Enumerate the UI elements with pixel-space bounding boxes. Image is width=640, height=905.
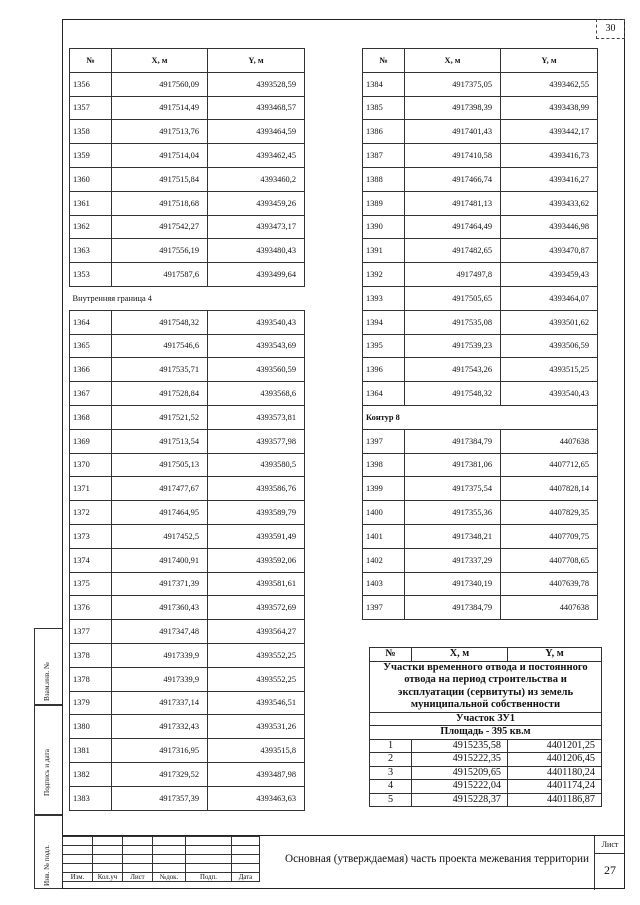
point-number: 2 [370,753,412,767]
table-row [363,72,598,96]
y-coordinate: 4393470,87 [501,239,598,263]
point-number: 1376 [70,596,112,620]
col-count: Кол.уч [93,873,123,882]
point-number: 1359 [70,144,112,168]
x-coordinate: 4917355,36 [405,501,501,525]
y-coordinate: 4393592,06 [208,548,305,572]
sheet-number: 27 [604,863,616,877]
sheet-box [594,836,625,890]
point-number: 1379 [70,691,112,715]
table-row [70,548,305,572]
point-number: 1373 [70,524,112,548]
x-coordinate: 4917348,21 [405,524,501,548]
point-number: 1402 [363,548,405,572]
document-title: Основная (утверждаемая) часть проекта межевания территории [284,853,590,865]
point-number: 4 [370,780,412,794]
table-row [363,429,598,453]
header-x: X, м [112,49,208,73]
x-coordinate: 4917337,29 [405,548,501,572]
y-coordinate: 4393416,73 [501,144,598,168]
page-number-top: 30 [596,19,625,39]
x-coordinate: 4917347,48 [112,620,208,644]
y-coordinate: 4393564,27 [208,620,305,644]
point-number: 1380 [70,715,112,739]
x-coordinate: 4917464,49 [405,215,501,239]
col-signature: Подп. [186,873,232,882]
y-coordinate: 4393499,64 [208,263,305,287]
y-coordinate: 4393463,63 [208,786,305,810]
point-number: 1398 [363,453,405,477]
title-block [62,835,625,890]
header-number: № [70,49,112,73]
point-number: 1377 [70,620,112,644]
point-number: 1 [370,739,412,753]
header-number: № [370,648,412,662]
x-coordinate: 4917340,19 [405,572,501,596]
y-coordinate: 4393460,2 [208,167,305,191]
y-coordinate: 4393416,27 [501,167,598,191]
col-doc: №док. [153,873,186,882]
table-row [370,739,602,753]
section-row [363,405,598,429]
table-row [370,753,602,767]
table-row [370,793,602,807]
x-coordinate: 4917452,5 [112,524,208,548]
x-coordinate: 4917497,8 [405,263,501,287]
table-row [363,358,598,382]
y-coordinate: 4393573,81 [208,405,305,429]
point-number: 1384 [363,72,405,96]
y-coordinate: 4401186,87 [508,793,602,807]
x-coordinate: 4915222,04 [412,780,508,794]
y-coordinate: 4393515,8 [208,739,305,763]
point-number: 1368 [70,405,112,429]
x-coordinate: 4917514,49 [112,96,208,120]
y-coordinate: 4393552,25 [208,667,305,691]
y-coordinate: 4393433,62 [501,191,598,215]
table-row [363,191,598,215]
x-coordinate: 4917384,79 [405,429,501,453]
point-number: 1392 [363,263,405,287]
plot-name: Участок ЗУ1 [370,712,602,726]
y-coordinate: 4393468,57 [208,96,305,120]
x-coordinate: 4917560,09 [112,72,208,96]
point-number: 1360 [70,167,112,191]
x-coordinate: 4917514,04 [112,144,208,168]
table-row [70,572,305,596]
x-coordinate: 4917398,39 [405,96,501,120]
table-row [70,501,305,525]
x-coordinate: 4917381,06 [405,453,501,477]
col-sheet: Лист [123,873,153,882]
table-row [363,167,598,191]
point-number: 1366 [70,358,112,382]
x-coordinate: 4917513,76 [112,120,208,144]
table-row [70,405,305,429]
point-number: 1382 [70,762,112,786]
point-number: 1400 [363,501,405,525]
table-row [363,286,598,310]
section-label: Внутренняя граница 4 [70,286,305,310]
y-coordinate: 4393462,45 [208,144,305,168]
header-x: X, м [412,648,508,662]
header-number: № [363,49,405,73]
point-number: 1353 [70,263,112,287]
plot-description: Участки временного отвода и постоянного отвода на период строительства и эксплуатации (сервитуты) из земель муниципальной собственности [370,661,602,712]
x-coordinate: 4917375,05 [405,72,501,96]
y-coordinate: 4393591,49 [208,524,305,548]
x-coordinate: 4915228,37 [412,793,508,807]
y-coordinate: 4401180,24 [508,766,602,780]
y-coordinate: 4393515,25 [501,358,598,382]
table-row [370,766,602,780]
point-number: 1393 [363,286,405,310]
table-row [70,786,305,810]
table-row [363,453,598,477]
point-number: 1390 [363,215,405,239]
table-row [70,167,305,191]
table-row [70,239,305,263]
y-coordinate: 4393480,43 [208,239,305,263]
x-coordinate: 4917477,67 [112,477,208,501]
point-number: 1364 [70,310,112,334]
table-row [70,310,305,334]
y-coordinate: 4393572,69 [208,596,305,620]
table-row [70,477,305,501]
table-row [363,572,598,596]
point-number: 1381 [70,739,112,763]
y-coordinate: 4407639,78 [501,572,598,596]
x-coordinate: 4917521,52 [112,405,208,429]
y-coordinate: 4393543,69 [208,334,305,358]
servitude-plot-table [369,647,602,807]
point-number: 1391 [363,239,405,263]
x-coordinate: 4917329,52 [112,762,208,786]
y-coordinate: 4407709,75 [501,524,598,548]
y-coordinate: 4393501,62 [501,310,598,334]
point-number: 1388 [363,167,405,191]
point-number: 1372 [70,501,112,525]
table-row [70,72,305,96]
x-coordinate: 4917518,68 [112,191,208,215]
table-row [363,501,598,525]
table-row [370,780,602,794]
y-coordinate: 4407638 [501,596,598,620]
point-number: 1378 [70,667,112,691]
y-coordinate: 4393586,76 [208,477,305,501]
y-coordinate: 4393528,59 [208,72,305,96]
x-coordinate: 4917505,65 [405,286,501,310]
side-label-inventory: Инв. № подл. [43,845,51,886]
x-coordinate: 4917535,08 [405,310,501,334]
point-number: 1386 [363,120,405,144]
x-coordinate: 4917546,6 [112,334,208,358]
table-row [70,596,305,620]
point-number: 1403 [363,572,405,596]
y-coordinate: 4393580,5 [208,453,305,477]
x-coordinate: 4917539,23 [405,334,501,358]
plot-area: Площадь - 395 кв.м [370,726,602,740]
table-row [70,382,305,406]
y-coordinate: 4393464,07 [501,286,598,310]
point-number: 1401 [363,524,405,548]
table-row [70,643,305,667]
col-date: Дата [232,873,260,882]
y-coordinate: 4393581,61 [208,572,305,596]
side-stamp-inventory [34,815,62,889]
x-coordinate: 4917513,54 [112,429,208,453]
table-row [363,477,598,501]
x-coordinate: 4917371,39 [112,572,208,596]
x-coordinate: 4917339,9 [112,643,208,667]
table-row [363,524,598,548]
point-number: 1395 [363,334,405,358]
point-number: 1399 [363,477,405,501]
x-coordinate: 4917360,43 [112,596,208,620]
y-coordinate: 4393473,17 [208,215,305,239]
x-coordinate: 4915222,35 [412,753,508,767]
y-coordinate: 4393546,51 [208,691,305,715]
x-coordinate: 4917528,84 [112,382,208,406]
side-label-replacement: Взам.инв. № [43,662,51,701]
y-coordinate: 4393531,26 [208,715,305,739]
table-row [70,715,305,739]
table-header-row [363,49,598,73]
point-number: 1375 [70,572,112,596]
section-label: Контур 8 [363,405,598,429]
y-coordinate: 4393506,59 [501,334,598,358]
x-coordinate: 4917505,13 [112,453,208,477]
table-row [70,620,305,644]
header-y: Y, м [208,49,305,73]
table-row [70,263,305,287]
point-number: 1396 [363,358,405,382]
x-coordinate: 4917375,54 [405,477,501,501]
y-coordinate: 4407828,14 [501,477,598,501]
table-row [70,120,305,144]
point-number: 1358 [70,120,112,144]
x-coordinate: 4917357,39 [112,786,208,810]
y-coordinate: 4407638 [501,429,598,453]
table-header-row [70,49,305,73]
table-row [70,667,305,691]
point-number: 1364 [363,382,405,406]
y-coordinate: 4393540,43 [501,382,598,406]
section-row [70,286,305,310]
y-coordinate: 4393560,59 [208,358,305,382]
x-coordinate: 4917482,65 [405,239,501,263]
table-row [363,310,598,334]
table-row [363,215,598,239]
table-row [363,120,598,144]
x-coordinate: 4917464,95 [112,501,208,525]
y-coordinate: 4393459,26 [208,191,305,215]
x-coordinate: 4917542,27 [112,215,208,239]
x-coordinate: 4917548,32 [112,310,208,334]
y-coordinate: 4401201,25 [508,739,602,753]
y-coordinate: 4393446,98 [501,215,598,239]
y-coordinate: 4401206,45 [508,753,602,767]
table-row [363,263,598,287]
side-stamp-replacement [34,628,62,705]
table-row [70,334,305,358]
point-number: 3 [370,766,412,780]
point-number: 1367 [70,382,112,406]
header-x: X, м [405,49,501,73]
x-coordinate: 4917466,74 [405,167,501,191]
table-row [363,596,598,620]
point-number: 1394 [363,310,405,334]
point-number: 1365 [70,334,112,358]
y-coordinate: 4393577,98 [208,429,305,453]
col-change: Изм. [63,873,93,882]
y-coordinate: 4393464,59 [208,120,305,144]
point-number: 1357 [70,96,112,120]
point-number: 1369 [70,429,112,453]
y-coordinate: 4401174,24 [508,780,602,794]
table-row [363,548,598,572]
point-number: 1371 [70,477,112,501]
x-coordinate: 4917587,6 [112,263,208,287]
x-coordinate: 4917543,26 [405,358,501,382]
y-coordinate: 4393568,6 [208,382,305,406]
y-coordinate: 4407712,65 [501,453,598,477]
y-coordinate: 4407829,35 [501,501,598,525]
header-y: Y, м [508,648,602,662]
point-number: 1389 [363,191,405,215]
table-row [70,739,305,763]
x-coordinate: 4917401,43 [405,120,501,144]
x-coordinate: 4917316,95 [112,739,208,763]
y-coordinate: 4393487,98 [208,762,305,786]
table-row [70,691,305,715]
point-number: 1361 [70,191,112,215]
point-number: 1387 [363,144,405,168]
revision-grid [62,836,260,882]
x-coordinate: 4917548,32 [405,382,501,406]
x-coordinate: 4917337,14 [112,691,208,715]
y-coordinate: 4393589,79 [208,501,305,525]
x-coordinate: 4917332,43 [112,715,208,739]
point-number: 1397 [363,429,405,453]
x-coordinate: 4917400,91 [112,548,208,572]
x-coordinate: 4915235,58 [412,739,508,753]
table-row [363,382,598,406]
y-coordinate: 4393438,99 [501,96,598,120]
point-number: 1385 [363,96,405,120]
table-row [363,96,598,120]
point-number: 5 [370,793,412,807]
x-coordinate: 4917481,13 [405,191,501,215]
point-number: 1363 [70,239,112,263]
side-label-signature: Подпись и дата [43,749,51,796]
x-coordinate: 4917535,71 [112,358,208,382]
table-row [70,453,305,477]
coordinates-table-right [362,48,598,620]
table-row [363,144,598,168]
x-coordinate: 4917556,19 [112,239,208,263]
point-number: 1370 [70,453,112,477]
x-coordinate: 4915209,65 [412,766,508,780]
table-row [70,429,305,453]
x-coordinate: 4917410,58 [405,144,501,168]
x-coordinate: 4917515,84 [112,167,208,191]
y-coordinate: 4407708,65 [501,548,598,572]
y-coordinate: 4393540,43 [208,310,305,334]
table-row [70,358,305,382]
table-row [363,239,598,263]
table-row [70,524,305,548]
table-row [70,144,305,168]
y-coordinate: 4393552,25 [208,643,305,667]
table-row [363,334,598,358]
x-coordinate: 4917339,9 [112,667,208,691]
table-row [70,762,305,786]
sheet-label: Лист [595,836,625,854]
header-y: Y, м [501,49,598,73]
point-number: 1356 [70,72,112,96]
coordinates-table-left [69,48,305,811]
point-number: 1378 [70,643,112,667]
y-coordinate: 4393459,43 [501,263,598,287]
table-row [70,191,305,215]
side-stamp-signature [34,705,62,815]
point-number: 1374 [70,548,112,572]
y-coordinate: 4393462,55 [501,72,598,96]
point-number: 1383 [70,786,112,810]
point-number: 1362 [70,215,112,239]
table-row [70,96,305,120]
table-header-row [370,648,602,662]
y-coordinate: 4393442,17 [501,120,598,144]
table-row [70,215,305,239]
x-coordinate: 4917384,79 [405,596,501,620]
point-number: 1397 [363,596,405,620]
